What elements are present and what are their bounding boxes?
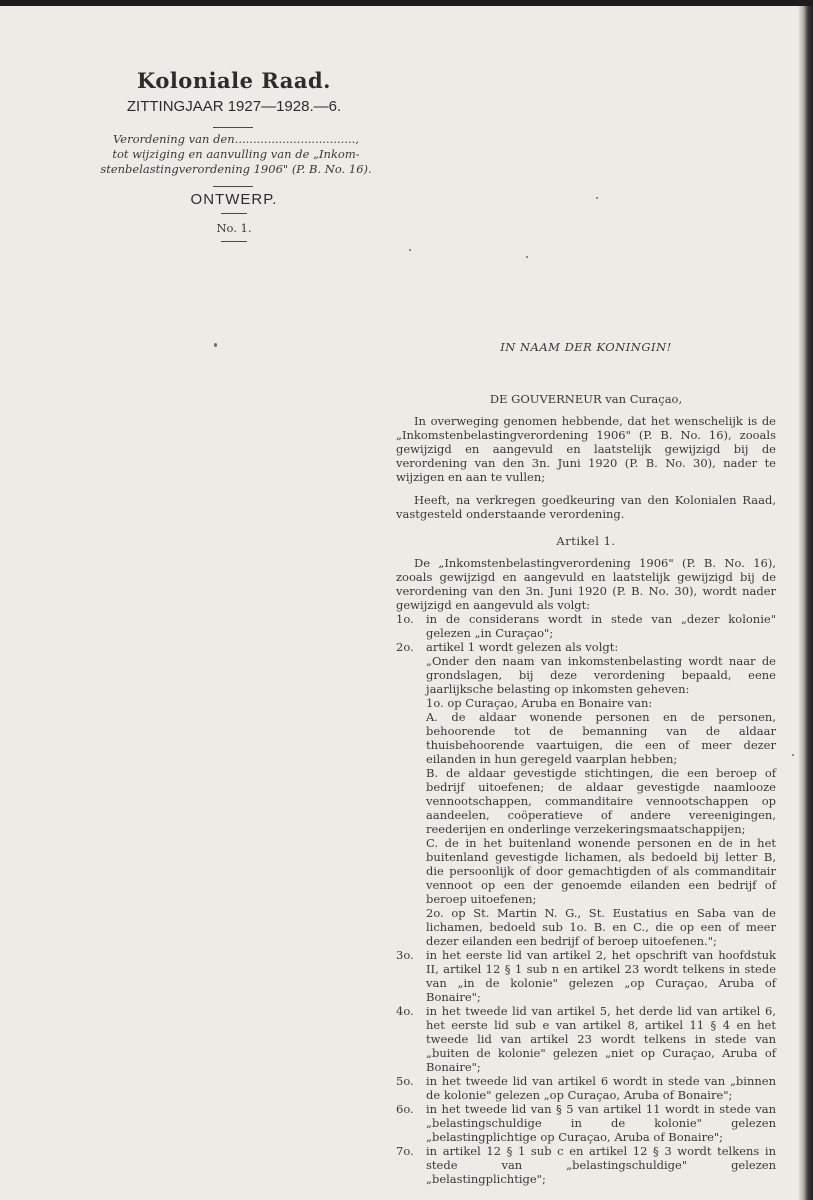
paper-speck <box>214 343 217 347</box>
draft-label: ONTWERP. <box>190 191 278 208</box>
list-item <box>396 640 776 948</box>
divider-rule <box>213 186 253 187</box>
ordinance-subject <box>96 132 376 177</box>
item-text: artikel 1 wordt gelezen als volgt: <box>426 640 619 654</box>
subject-line-1: Verordening van den................................., <box>113 132 359 146</box>
quoted-sub-c: C. de in het buitenland wonende personen en de in het buitenland gevestigde lichamen, als bedoeld bij letter B, die persoonlijk of door gemachtigden of als commanditair vennoot op een der genoemde eilanden een bedrijf of beroep uitoefenen; <box>426 836 776 906</box>
paper-speck <box>596 197 598 199</box>
item-number: 6o. <box>396 1102 414 1116</box>
item-number: 4o. <box>396 1004 414 1018</box>
considering-paragraph: In overweging genomen hebbende, dat het wenschelijk is de „Inkomstenbelastingverordening 1906" (P. B. No. 16), zooals gewijzigd en aangevuld en laatstelijk gewijzigd bij de verordening van den 3n. Juni 1920 (P. B. No. 30), nader te wijzigen en aan te vullen; <box>396 414 776 484</box>
item-text: in het tweede lid van artikel 5, het derde lid van artikel 6, het eerste lid sub e van artikel 8, artikel 11 § 4 en het tweede lid van artikel 23 wordt telkens in stede van „buiten de kolonie" gelezen „niet op Curaçao, Aruba of Bonaire"; <box>426 1004 776 1074</box>
article-intro: De „Inkomstenbelastingverordening 1906" (P. B. No. 16), zooals gewijzigd en aangevuld en laatstelijk gewijzigd bij de verordening van den 3n. Juni 1920 (P. B. No. 30), wordt nader gewijzigd en aangevuld als volgt: <box>396 556 776 612</box>
divider-rule <box>213 127 253 128</box>
list-item <box>396 612 776 640</box>
quoted-sub-1: 1o. op Curaçao, Aruba en Bonaire van: <box>426 696 653 710</box>
paper-speck <box>409 249 411 251</box>
item-text: in artikel 12 § 1 sub c en artikel 12 § 3 wordt telkens in stede van „belastingschuldige" gelezen „belastingplichtige"; <box>426 1144 776 1186</box>
item-text: in het eerste lid van artikel 2, het opschrift van hoofdstuk II, artikel 12 § 1 sub n en artikel 23 wordt telkens in stede van „in de kolonie" gelezen „op Curaçao, Aruba of Bonaire"; <box>426 948 776 1004</box>
amendment-list <box>396 612 776 1186</box>
item-text: in het tweede lid van artikel 6 wordt in stede van „binnen de kolonie" gelezen „op Curaçao, Aruba of Bonaire"; <box>426 1074 776 1102</box>
paper-speck <box>526 256 528 258</box>
item-number: 5o. <box>396 1074 414 1088</box>
quoted-sub-a: A. de aldaar wonende personen en de personen, behoorende tot de bemanning van de aldaar thuisbehoorende vaartuigen, die een of meer dezer eilanden in hun geregeld vaarplan hebben; <box>426 710 776 766</box>
quoted-sub-2: 2o. op St. Martin N. G., St. Eustatius en Saba van de lichamen, bedoeld sub 1o. B. en C., die op een of meer dezer eilanden een bedrijf of beroep uitoefenen."; <box>426 906 776 948</box>
divider-rule <box>221 241 247 242</box>
page-gutter <box>799 6 813 1200</box>
session-year: ZITTINGJAAR 1927—1928.—6. <box>126 98 342 115</box>
draft-number: No. 1. <box>216 221 252 235</box>
item-text-block <box>426 640 776 948</box>
item-text: in het tweede lid van § 5 van artikel 11 wordt in stede van „belastingschuldige in de kolonie" gelezen „belastingplichtige op Curaçao, Aruba of Bonaire"; <box>426 1102 776 1144</box>
quoted-sub-b: B. de aldaar gevestigde stichtingen, die een beroep of bedrijf uitoefenen; de aldaar gevestigde naamlooze vennootschappen, commanditaire vennootschappen op aandeelen, coöperatieve of andere vereenigingen, reederijen en onderlinge verzekeringsmaatschappijen; <box>426 766 776 836</box>
subject-line-3: stenbelastingverordening 1906" (P. B. No. 16). <box>100 162 372 176</box>
item-number: 1o. <box>396 612 414 626</box>
list-item <box>396 1102 776 1144</box>
invocation: IN NAAM DER KONINGIN! <box>500 340 672 354</box>
article-heading: Artikel 1. <box>556 534 616 548</box>
item-number: 3o. <box>396 948 414 962</box>
quoted-article-intro: „Onder den naam van inkomstenbelasting wordt naar de grondslagen, bij deze verordening bepaald, eene jaarlijksche belasting op inkomsten geheven: <box>426 654 776 696</box>
subject-line-2: tot wijziging en aanvulling van de „Inkom- <box>112 147 360 161</box>
item-number: 7o. <box>396 1144 414 1158</box>
list-item <box>396 948 776 1004</box>
item-number: 2o. <box>396 640 414 654</box>
governor-heading: DE GOUVERNEUR van Curaçao, <box>489 392 683 406</box>
paper-speck <box>792 754 794 756</box>
list-item <box>396 1074 776 1102</box>
council-title: Koloniale Raad. <box>137 68 331 93</box>
item-text: in de considerans wordt in stede van „dezer kolonie" gelezen „in Curaçao"; <box>426 612 776 640</box>
adoption-paragraph: Heeft, na verkregen goedkeuring van den Kolonialen Raad, vastgesteld onderstaande verordening. <box>396 493 776 521</box>
list-item <box>396 1004 776 1074</box>
list-item <box>396 1144 776 1186</box>
divider-rule <box>221 213 247 214</box>
